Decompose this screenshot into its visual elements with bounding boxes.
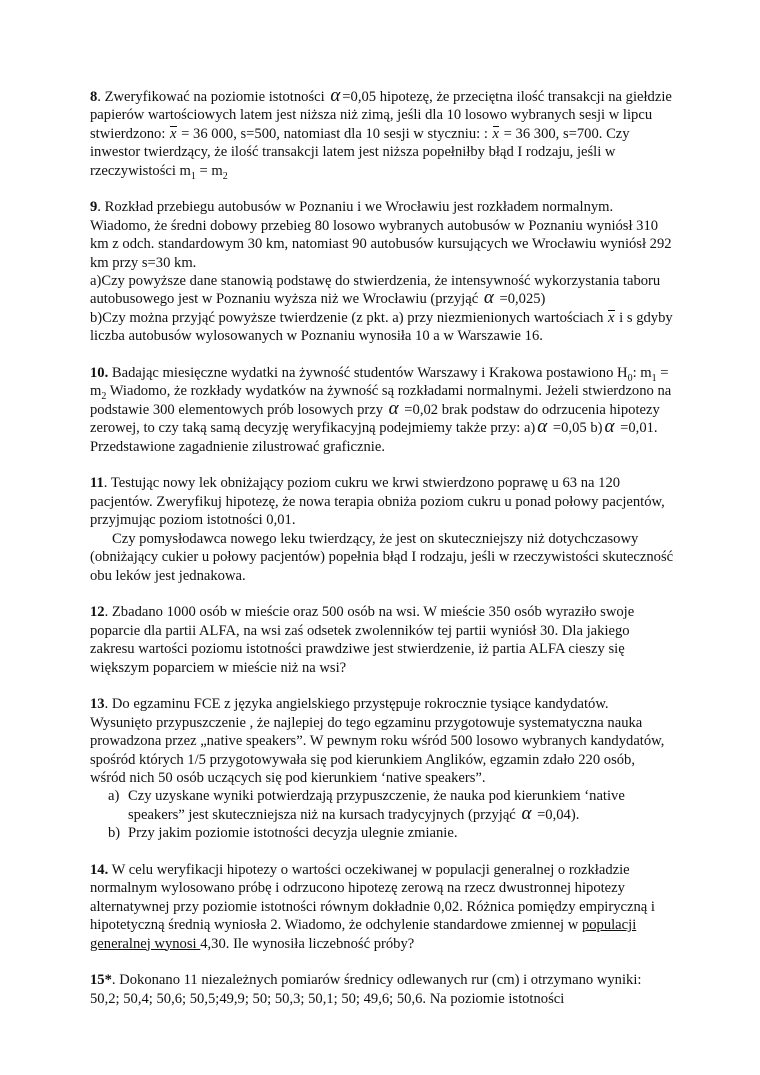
task-number: 14. bbox=[90, 861, 109, 878]
task-13-text: 13. Do egzaminu FCE z języka angielskiego przystępuje rokrocznie tysiące kandydatów. Wysunięto przypuszczenie , że najlepiej do tego egzaminu przygotowuje systematyczna nauka prowadzona przez „native speakers”. W pewnym roku wśród 500 losowo wybranych kandydatów, spośród których 1/5 przygotowywała się pod kierunkiem Anglików, egzamin zdało 220 osób, wśród nich 50 osób uczących się pod kierunkiem ‘native speakers”. bbox=[90, 696, 665, 786]
list-item: b) Przy jakim poziomie istotności decyzja ulegnie zmianie. bbox=[108, 825, 458, 842]
task-8 bbox=[90, 85, 674, 182]
task-9-intro: 9. Rozkład przebiegu autobusów w Poznaniu i we Wrocławiu jest rozkładem normalnym. Wiadomo, że średni dobowy przebieg 80 losowo wybranych autobusów w Poznaniu wyniósł 310 km z odch. standardowym 30 km, natomiast 90 autobusów kursujących we Wrocławiu wyniósł 292 km przy s=30 km. bbox=[90, 199, 672, 271]
task-number: 13 bbox=[90, 696, 105, 713]
task-12-text: 12. Zbadano 1000 osób w mieście oraz 500 osób na wsi. W mieście 350 osób wyraziło swoje poparcie dla partii ALFA, na wsi zaś odsetek zwolenników tej partii wyniósł 30. Dla jakiego zakresu wartości poziomu istotności prawdziwe jest stwierdzenie, iż partia ALFA cieszy się większym poparciem w mieście niż na wsi? bbox=[90, 604, 635, 676]
alpha-symbol: α bbox=[537, 416, 548, 438]
task-12 bbox=[90, 603, 674, 677]
task-15-text: 15*. Dokonano 11 niezależnych pomiarów średnicy odlewanych rur (cm) i otrzymano wyniki: 50,2; 50,4; 50,6; 50,5;49,9; 50; 50,3; 50,1; 50; 49,6; 50,6. Na poziomie istotności bbox=[90, 972, 642, 1007]
alpha-symbol: α bbox=[521, 802, 532, 824]
task-11-question: Czy pomysłodawca nowego leku twierdzący, że jest on skuteczniejszy niż dotychczasowy (obniżający cukier u połowy pacjentów) popełnia błąd I rodzaju, jeśli w rzeczywistości skuteczność obu leków jest jednakowa. bbox=[90, 530, 674, 584]
task-14-text: 14. W celu weryfikacji hipotezy o wartości oczekiwanej w populacji generalnej o rozkładzie normalnym wylosowano próbę i odrzucono hipotezę zerową na rzecz dwustronnej hipotezy alternatywnej przy poziomie istotności równym dokładnie 0,02. Różnica pomiędzy empiryczną i hipotetyczną średnią wyniosła 2. Wiadomo, że odchylenie standardowe zmiennej w populacji generalnej wynosi 4,30. Ile wynosiła liczebność próby? bbox=[90, 861, 655, 952]
alpha-symbol: α bbox=[388, 397, 399, 419]
list-marker: a) bbox=[108, 788, 120, 805]
task-8-text: 8. Zweryfikować na poziomie istotności α =0,05 hipotezę, że przeciętna ilość transakcji na giełdzie papierów wartościowych latem jest niższa niż zimą, jeśli dla 10 losowo wybranych sesji w lipcu stwierdzono: x = 36 000, s=500, natomiast dla 10 sesji w styczniu: : x = 36 300, s=700. Czy inwestor twierdzący, że ilość transakcji latem jest niższa popełniłby błąd I rodzaju, jeśli w rzeczywistości $m_1 = m_2$ bbox=[90, 85, 672, 182]
underlined-phrase: populacji generalnej wynosi bbox=[90, 917, 637, 952]
x-bar-symbol: x bbox=[492, 125, 500, 142]
task-15 bbox=[90, 971, 674, 1008]
x-bar-symbol: x bbox=[170, 125, 177, 142]
alpha-symbol: α bbox=[483, 287, 494, 309]
task-11 bbox=[90, 474, 674, 584]
list-item: a) Czy uzyskane wyniki potwierdzają przypuszczenie, że nauka pod kierunkiem ‘native speakers” jest skuteczniejsza niż na kursach tradycyjnych (przyjąć α =0,04). bbox=[108, 788, 625, 824]
task-number: 11 bbox=[90, 475, 104, 492]
list-marker: b) bbox=[108, 825, 121, 842]
task-number: 8 bbox=[90, 89, 98, 105]
task-13-subquestions bbox=[90, 787, 674, 842]
task-number: 12 bbox=[90, 604, 105, 621]
task-9-part-a: a)Czy powyższe dane stanowią podstawę do stwierdzenia, że intensywność wykorzystania taboru autobusowego jest w Poznaniu wyższa niż we Wrocławiu (przyjąć α =0,025) bbox=[90, 273, 661, 309]
task-9 bbox=[90, 198, 674, 345]
task-10-text: 10. Badając miesięczne wydatki na żywność studentów Warszawy i Krakowa postawiono $H_0$: $m_1 = m_2$ Wiadomo, że rozkłady wydatków na żywność są rozkładami normalnymi. Jeżeli stwierdzono na podstawie 300 elementowych prób losowych przy α =0,02 brak podstaw do odrzucenia hipotezy zerowej, to czy taką samą decyzję weryfikacyjną podejmiemy także przy: a) α =0,05 b) α =0,01. Przedstawione zagadnienie zilustrować graficznie. bbox=[90, 365, 672, 455]
alpha-symbol: α bbox=[604, 416, 615, 438]
alpha-symbol: α bbox=[330, 85, 341, 106]
task-11-text: 11. Testując nowy lek obniżający poziom cukru we krwi stwierdzono poprawę u 63 na 120 pacjentów. Zweryfikuj hipotezę, że nowa terapia obniża poziom cukru u ponad połowy pacjentów, przyjmując poziom istotności 0,01. bbox=[90, 475, 665, 529]
task-9-part-b: b)Czy można przyjąć powyższe twierdzenie (z pkt. a) przy niezmienionych wartościach x i s gdyby liczba autobusów wylosowanych w Poznaniu wynosiła 10 a w Warszawie 16. bbox=[90, 309, 673, 345]
task-number: 15* bbox=[90, 972, 112, 989]
task-number: 9 bbox=[90, 199, 98, 216]
x-bar-symbol: x bbox=[608, 309, 615, 326]
task-13 bbox=[90, 695, 674, 842]
task-number: 10. bbox=[90, 365, 109, 382]
task-10 bbox=[90, 364, 674, 456]
task-14 bbox=[90, 861, 674, 953]
